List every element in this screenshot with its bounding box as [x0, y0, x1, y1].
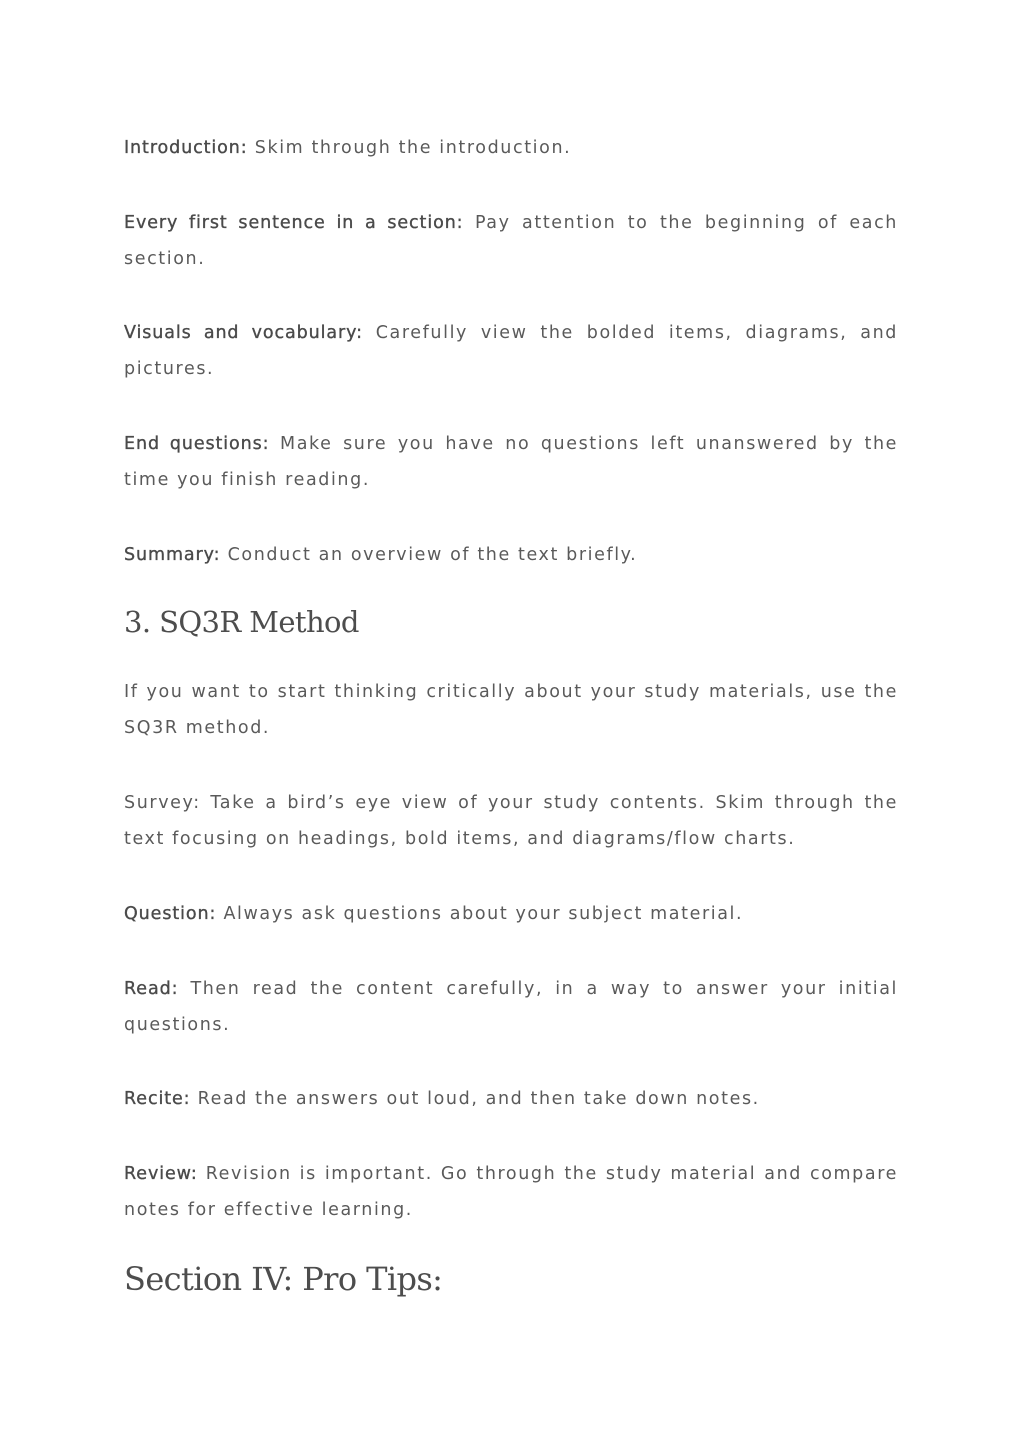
step-text: Always ask questions about your subject material.: [223, 904, 744, 924]
step-text: Read the answers out loud, and then take down notes.: [197, 1089, 760, 1109]
tip-first-sentence: [124, 205, 898, 277]
tip-label: Visuals and vocabulary:: [124, 323, 363, 343]
section-iv-heading: Section IV: Pro Tips:: [124, 1260, 443, 1298]
tip-label: Introduction:: [124, 138, 248, 158]
tip-summary: [124, 537, 898, 573]
step-label: Recite:: [124, 1089, 191, 1109]
step-label: Question:: [124, 904, 217, 924]
sq3r-survey: Survey: Take a bird’s eye view of your study contents. Skim through the text focusing on headings, bold items, and diagrams/flow charts.: [124, 793, 898, 849]
tip-label: Every first sentence in a section:: [124, 213, 464, 233]
tip-text: Pay attention to the beginning of each section.: [124, 213, 898, 269]
sq3r-question: [124, 896, 898, 932]
tip-text: Carefully view the bolded items, diagrams, and pictures.: [124, 323, 898, 379]
step-label: Read:: [124, 979, 179, 999]
sq3r-recite: [124, 1081, 898, 1117]
tip-label: End questions:: [124, 434, 270, 454]
step-text: Revision is important. Go through the study material and compare notes for effective learning.: [124, 1164, 898, 1220]
sq3r-heading: 3. SQ3R Method: [124, 605, 359, 639]
tip-text: Conduct an overview of the text briefly.: [227, 545, 638, 565]
step-text: Then read the content carefully, in a way to answer your initial questions.: [124, 979, 898, 1035]
tip-text: Make sure you have no questions left unanswered by the time you finish reading.: [124, 434, 899, 490]
step-label: Review:: [124, 1164, 198, 1184]
sq3r-intro: If you want to start thinking critically about your study materials, use the SQ3R method.: [124, 682, 898, 738]
tip-visuals-vocabulary: [124, 315, 898, 387]
tip-introduction: [124, 130, 898, 166]
tip-text: Skim through the introduction.: [254, 138, 572, 158]
tip-label: Summary:: [124, 545, 221, 565]
tip-end-questions: [124, 426, 898, 498]
sq3r-review: [124, 1156, 898, 1228]
sq3r-read: [124, 971, 898, 1043]
